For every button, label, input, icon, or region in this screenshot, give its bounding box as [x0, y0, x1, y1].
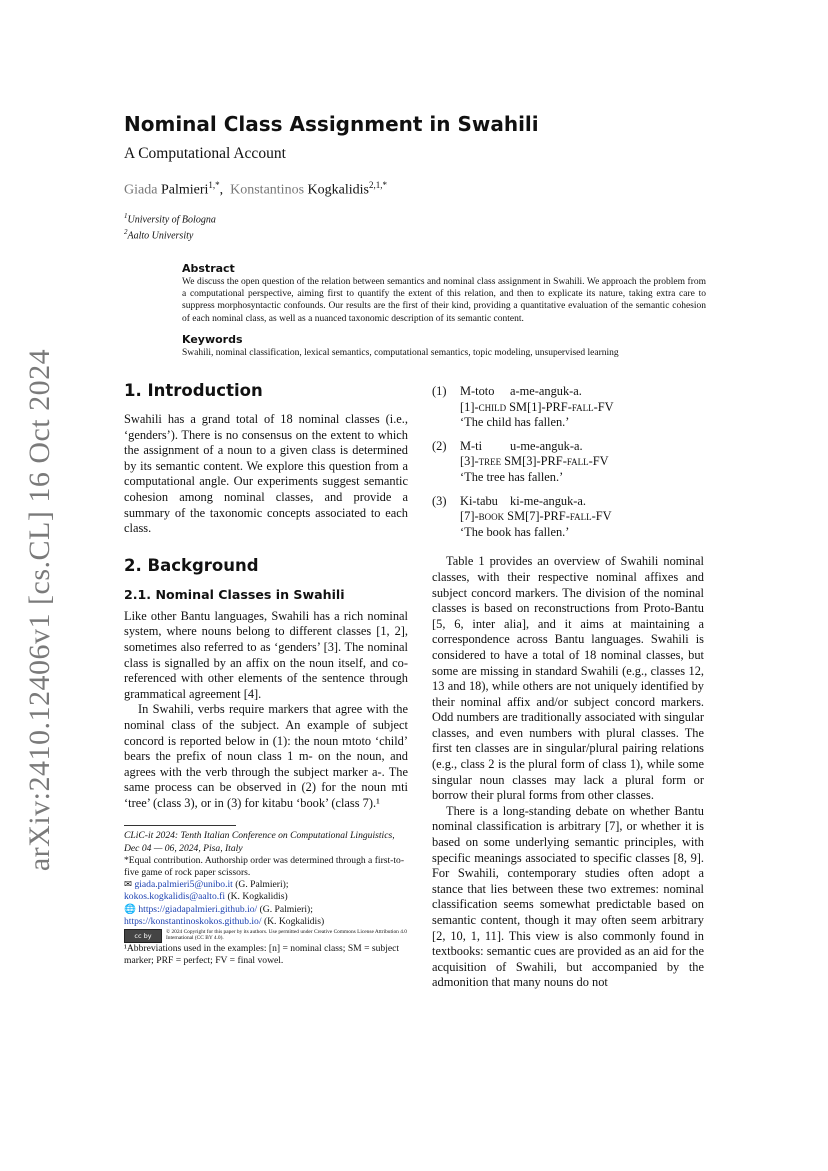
abstract-heading: Abstract	[182, 262, 235, 275]
right-paragraph-1: Table 1 provides an overview of Swahili nominal classes, with their respective nominal affixes and subject concord markers. The division of the nominal classes is based on reconstructions from Proto-Bantu [5, 6, inter alia], and it aims at maintaining a correspondence across Bantu languages. Swahili is considered to have a total of 18 nominal classes, but some are missing in standard Swahili (e.g., classes 12, 13 and 18), while others are not uniquely identified by their nominal affix and/or subject concord markers. Odd numbers are traditionally associated with singular classes, and even numbers with plural classes. The first ten classes are in singular/plural pairing relations (e.g., class 2 is the plural form of class 1), while some singular noun classes may lack a plural form or borrow their plural forms from other classes.	[432, 554, 704, 803]
footnote-abbreviations: ¹Abbreviations used in the examples: [n] = nominal class; SM = subject marker; PRF = perfect; FV = final vowel.	[124, 943, 400, 967]
email-link-1[interactable]: giada.palmieri5@unibo.it	[134, 879, 233, 891]
affiliation-1: $^1$University of Bologna	[124, 212, 216, 226]
footnote-email-2: kokos.kogkalidis@aalto.fi (K. Kogkalidis)	[124, 891, 288, 903]
footnote-conference: CLiC-it 2024: Tenth Italian Conference on Computational Linguistics, Dec 04 — 06, 2024, Pisa, Italy	[124, 830, 395, 854]
cc-license	[124, 929, 408, 943]
keywords-text: Swahili, nominal classification, lexical semantics, computational semantics, topic modeling, unsupervised learning	[182, 348, 619, 358]
footnote-equal-contribution: *Equal contribution. Authorship order was determined through a first-to-five game of rock paper scissors.	[124, 854, 405, 879]
author2-family: Kogkalidis	[307, 182, 369, 198]
affiliation-2: $^2$Aalto University	[124, 228, 194, 242]
author1-given: Giada	[124, 182, 158, 198]
paper-title: Nominal Class Assignment in Swahili	[124, 112, 539, 136]
footnote-web-1: 🌐 https://giadapalmieri.github.io/ (G. Palmieri);	[124, 903, 313, 915]
background-heading: 2. Background	[124, 555, 259, 575]
example-2: (2) M-ti u-me-anguk-a. [3]-tree SM[3]-PRF-fall-FV ‘The tree has fallen.’	[432, 438, 609, 484]
left-column	[124, 380, 408, 968]
web-link-2[interactable]: https://konstantinoskokos.github.io/	[124, 915, 262, 927]
web-link-1[interactable]: https://giadapalmieri.github.io/	[138, 903, 258, 915]
envelope-icon: ✉	[124, 879, 133, 891]
author2-given: Konstantinos	[230, 182, 305, 198]
background-paragraph-1: Like other Bantu languages, Swahili has a rich nominal system, where nouns belong to different classes [1, 2], sometimes also referred to as ‘genders’ [3]. The nominal class is signalled by an affix on the noun itself, and co-referenced with other elements of the sentence through grammatical agreement [4].	[124, 608, 408, 701]
subsection-heading: 2.1. Nominal Classes in Swahili	[124, 586, 345, 602]
example-3: (3) Ki-tabu ki-me-anguk-a. [7]-book SM[7]-PRF-fall-FV ‘The book has fallen.’	[432, 493, 612, 539]
email-link-2[interactable]: kokos.kogkalidis@aalto.fi	[124, 891, 226, 903]
footnote-email-1: ✉ giada.palmieri5@unibo.it (G. Palmieri);	[124, 879, 289, 891]
intro-heading: 1. Introduction	[124, 381, 263, 400]
arxiv-identifier: arXiv:2410.12406v1 [cs.CL] 16 Oct 2024	[23, 348, 56, 872]
paper-subtitle: A Computational Account	[124, 145, 286, 162]
cc-by-logo: cc by	[124, 929, 162, 943]
author1-sup: 1,*	[208, 180, 220, 190]
example-1: (1) M-toto a-me-anguk-a. [1]-child SM[1]-PRF-fall-FV ‘The child has fallen.’	[432, 384, 614, 430]
author-list: Giada Palmieri$^{1,*}$, Konstantinos Kogkalidis$^{2,1,*}$	[124, 180, 387, 198]
keywords-heading: Keywords	[182, 333, 243, 346]
author2-sup: 2,1,*	[368, 180, 387, 190]
abstract-text: We discuss the open question of the relation between semantics and nominal class assignment in Swahili. We approach the problem from a computational perspective, aiming first to quantify the extent of this relation, and then to explicate its nature, taking extra care to suppress morphosyntactic confounds. Our results are the first of their kind, providing a quantitative evaluation of the semantic cohesion of each nominal class, as well as a nuanced taxonomic description of its semantic content.	[182, 277, 706, 324]
right-column	[432, 384, 704, 991]
footnote-rule	[124, 825, 236, 826]
footnote-web-2: https://konstantinoskokos.github.io/ (K. Kogkalidis)	[124, 915, 325, 927]
author1-family: Palmieri	[160, 182, 209, 198]
cc-license-text: © 2024 Copyright for this paper by its authors. Use permitted under Creative Commons License Attribution 4.0 International (CC BY 4.0).	[166, 929, 407, 942]
intro-paragraph: Swahili has a grand total of 18 nominal classes (i.e., ‘genders’). There is no consensus on the extent to which the assignment of a noun to a given class is determined by its semantic content. We explore this question from a computational angle. Our experiments suggest semantic cohesion among nominal classes, and provide a summary of the taxonomic concepts associated to each class.	[124, 412, 408, 536]
globe-icon: 🌐	[124, 903, 136, 915]
right-paragraph-2: There is a long-standing debate on whether Bantu nominal classification is arbitrary [7], or whether it is based on some underlying semantic principles, with specific meanings associated to specific classes [8, 9]. For Swahili, contemporary studies often adopt a stance that lies between these two extremes: nominal classification seems somewhat predictable based on semantic content, though it may often seem arbitrary [2, 10, 1, 11]. This view is also commonly found in textbooks: semantic cues are provided as an aid for the acquisition of Swahili, but accompanied by the admonition that many nouns do not	[432, 803, 704, 990]
background-paragraph-2: In Swahili, verbs require markers that agree with the nominal class of the subject. An example of subject concord is reported below in (1): the noun mtoto ‘child’ bears the prefix of noun class 1 m- on the noun, and agrees with the verb through the subject marker a-. The same process can be observed in (2) for the noun mti ‘tree’ (class 3), or in (3) for kitabu ‘book’ (class 7).¹	[124, 702, 408, 810]
